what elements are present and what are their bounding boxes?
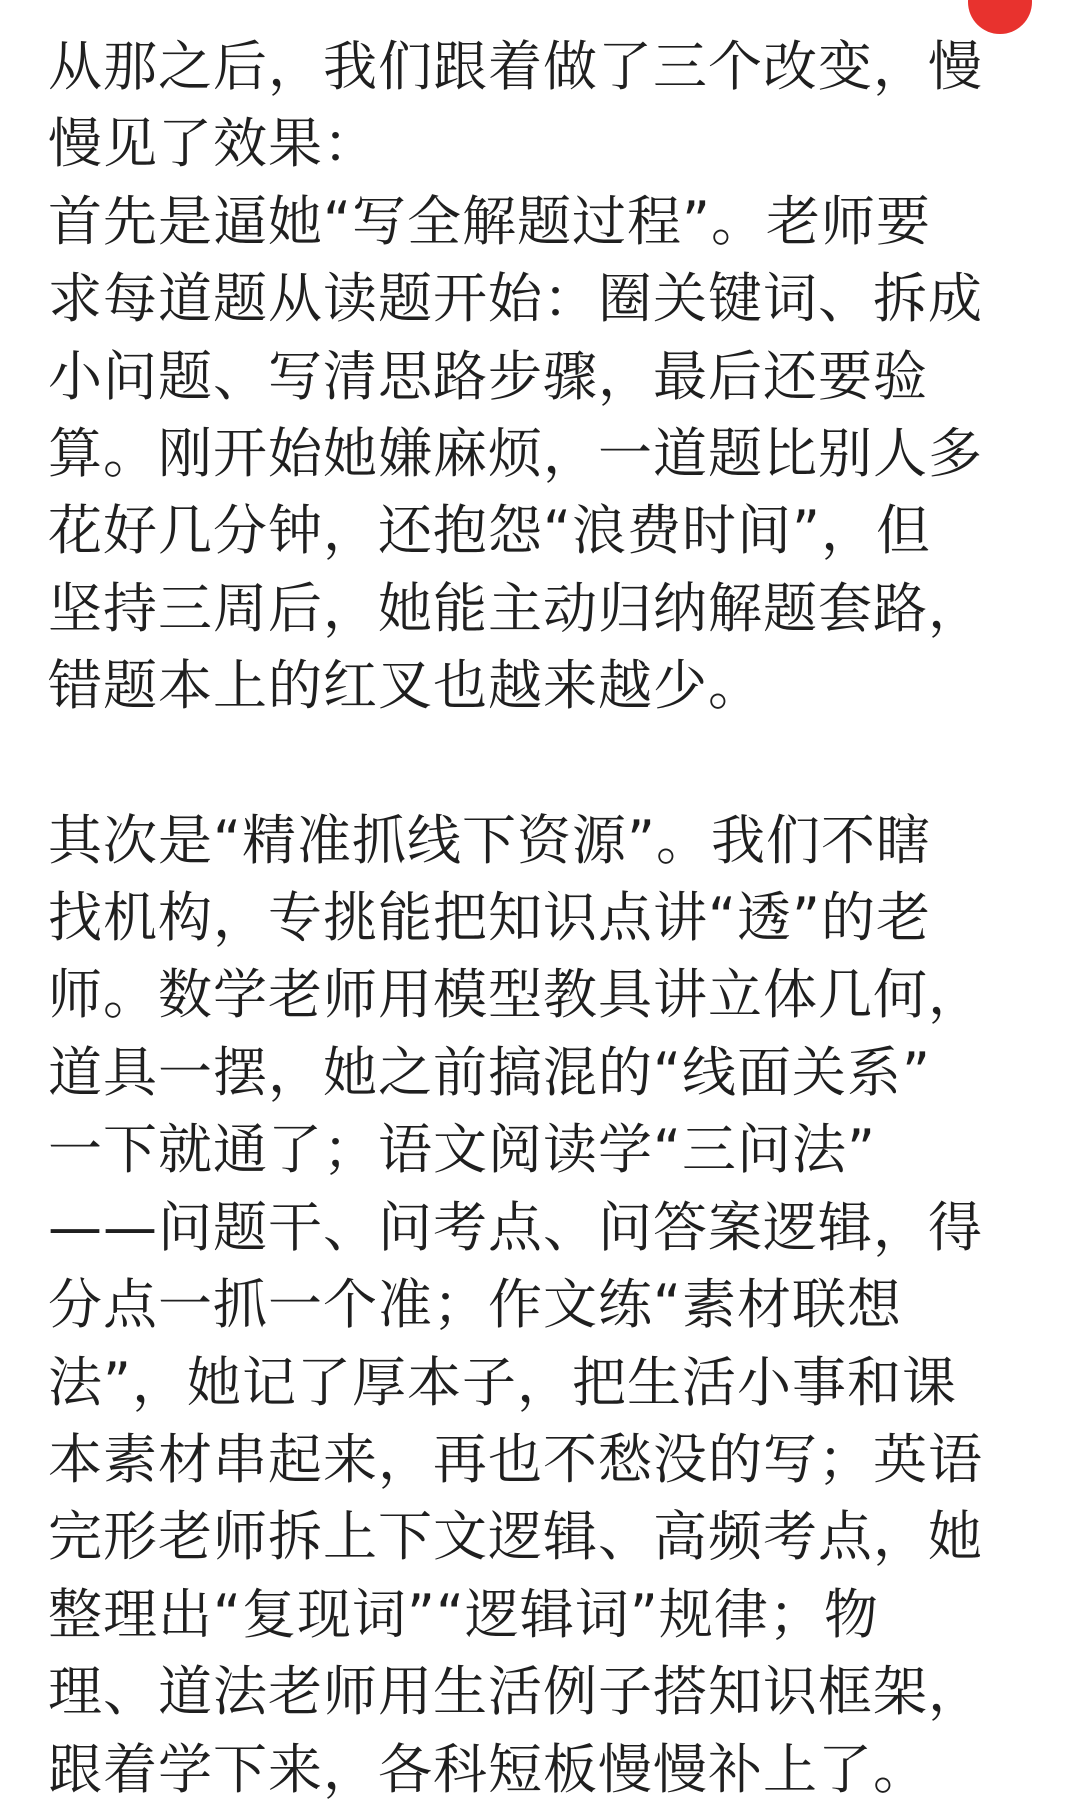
text-line: 师。数学老师用模型教具讲立体几何，	[48, 963, 983, 1027]
text-line: 错题本上的红叉也越来越少。	[48, 654, 763, 718]
text-line: 分点一抓一个准；作文练“素材联想	[48, 1273, 902, 1337]
text-line: 整理出“复现词”“逻辑词”规律；物	[48, 1582, 879, 1646]
text-line: 小问题、写清思路步骤，最后还要验	[48, 344, 928, 408]
paragraph-2	[48, 183, 1008, 725]
paragraph-spacer	[48, 725, 1008, 802]
text-line: 理、道法老师用生活例子搭知识框架，	[48, 1660, 983, 1724]
text-line: 花好几分钟，还抱怨“浪费时间”，但	[48, 499, 931, 563]
text-line: 一下就通了；语文阅读学“三问法”	[48, 1118, 876, 1182]
text-line: 找机构，专挑能把知识点讲“透”的老	[48, 886, 931, 950]
text-line: 慢见了效果：	[48, 112, 378, 176]
text-line: 完形老师拆上下文逻辑、高频考点，她	[48, 1505, 983, 1569]
text-line: 算。刚开始她嫌麻烦，一道题比别人多	[48, 422, 983, 486]
paragraph-3	[48, 802, 1008, 1808]
text-line: 本素材串起来，再也不愁没的写；英语	[48, 1427, 983, 1491]
article-body	[48, 28, 1008, 1808]
text-line: 坚持三周后，她能主动归纳解题套路，	[48, 576, 983, 640]
text-line: ——问题干、问考点、问答案逻辑，得	[48, 1195, 983, 1259]
text-line: 求每道题从读题开始：圈关键词、拆成	[48, 267, 983, 331]
text-line: 道具一摆，她之前搞混的“线面关系”	[48, 1040, 931, 1104]
paragraph-1	[48, 28, 1008, 183]
text-line: 从那之后，我们跟着做了三个改变，慢	[48, 35, 983, 98]
text-line: 其次是“精准抓线下资源”。我们不瞎	[48, 808, 931, 872]
text-line: 首先是逼她“写全解题过程”。老师要	[48, 189, 931, 253]
text-line: 法”，她记了厚本子，把生活小事和课	[48, 1350, 957, 1414]
text-line: 跟着学下来，各科短板慢慢补上了。	[48, 1737, 928, 1801]
